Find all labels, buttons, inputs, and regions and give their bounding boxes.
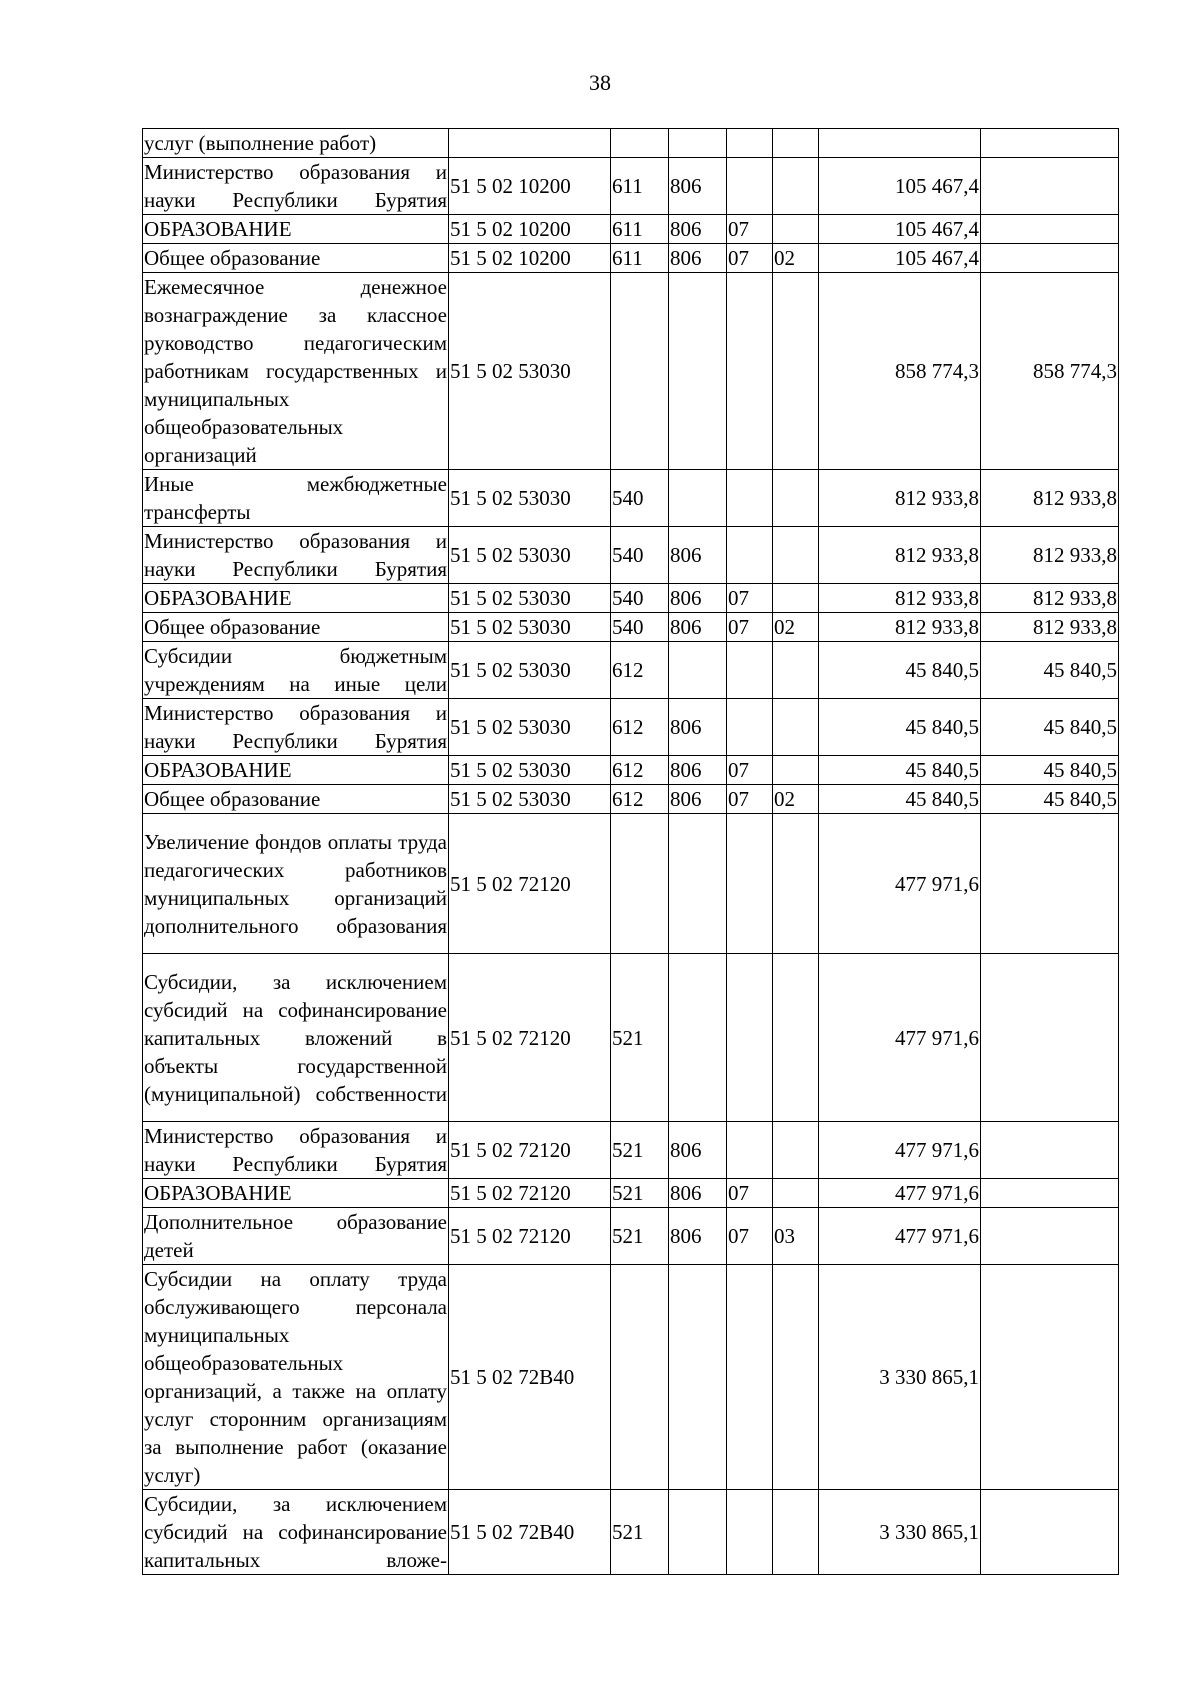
amount-federal-cell [981,1208,1119,1265]
subsection-cell [773,954,819,1122]
amount-federal-cell: 45 840,5 [981,756,1119,785]
subsection-cell: 03 [773,1208,819,1265]
section-cell: 07 [727,1208,773,1265]
amount-federal-cell [981,954,1119,1122]
table-row [143,1265,1119,1490]
section-cell [727,954,773,1122]
amount-federal-cell: 812 933,8 [981,527,1119,584]
amount-federal-cell: 858 774,3 [981,273,1119,470]
target-article-cell: 51 5 02 72В40 [449,1265,611,1490]
grbs-code-cell: 806 [669,158,727,215]
table-row [143,814,1119,954]
row-name-cell: ОБРАЗОВАНИЕ [143,1179,449,1208]
section-cell: 07 [727,584,773,613]
row-name-cell: ОБРАЗОВАНИЕ [143,584,449,613]
amount-cell: 105 467,4 [819,158,981,215]
row-name-cell: Субсидии, за исключением субсидий на софинансирование капитальных вложений в объекты государственной (муниципальной) собственности [143,954,449,1122]
subsection-cell [773,699,819,756]
row-name-cell: Дополнительное образование детей [143,1208,449,1265]
budget-table-body [143,129,1119,1575]
table-row [143,273,1119,470]
grbs-code-cell [669,129,727,158]
section-cell [727,273,773,470]
row-name-cell: Субсидии, за исключением субсидий на софинансирование капитальных вложе- [143,1490,449,1575]
row-name-cell: ОБРАЗОВАНИЕ [143,756,449,785]
grbs-code-cell: 806 [669,699,727,756]
amount-cell: 812 933,8 [819,470,981,527]
amount-cell: 45 840,5 [819,642,981,699]
expense-type-cell: 540 [611,470,669,527]
grbs-code-cell [669,642,727,699]
expense-type-cell: 540 [611,613,669,642]
target-article-cell: 51 5 02 10200 [449,244,611,273]
amount-cell [819,129,981,158]
row-name-cell: Министерство образования и науки Республики Бурятия [143,158,449,215]
subsection-cell [773,158,819,215]
amount-federal-cell [981,1490,1119,1575]
expense-type-cell: 612 [611,699,669,756]
grbs-code-cell: 806 [669,1122,727,1179]
amount-federal-cell: 812 933,8 [981,584,1119,613]
row-name-cell: Министерство образования и науки Республики Бурятия [143,699,449,756]
amount-federal-cell: 45 840,5 [981,699,1119,756]
table-row [143,1179,1119,1208]
subsection-cell [773,756,819,785]
amount-federal-cell [981,814,1119,954]
target-article-cell: 51 5 02 53030 [449,470,611,527]
subsection-cell [773,470,819,527]
page-number: 38 [589,70,611,95]
table-row [143,756,1119,785]
subsection-cell [773,584,819,613]
amount-cell: 812 933,8 [819,613,981,642]
table-row [143,244,1119,273]
target-article-cell: 51 5 02 53030 [449,756,611,785]
section-cell [727,642,773,699]
expense-type-cell [611,129,669,158]
table-row [143,954,1119,1122]
amount-federal-cell [981,158,1119,215]
table-row [143,613,1119,642]
section-cell: 07 [727,215,773,244]
table-row [143,527,1119,584]
expense-type-cell: 521 [611,1490,669,1575]
target-article-cell: 51 5 02 72В40 [449,1490,611,1575]
expense-type-cell: 612 [611,756,669,785]
row-name-cell: Общее образование [143,785,449,814]
table-row [143,158,1119,215]
target-article-cell: 51 5 02 53030 [449,785,611,814]
row-name-cell: Министерство образования и науки Республики Бурятия [143,1122,449,1179]
amount-cell: 3 330 865,1 [819,1490,981,1575]
target-article-cell: 51 5 02 53030 [449,273,611,470]
subsection-cell [773,1122,819,1179]
table-row [143,1208,1119,1265]
target-article-cell: 51 5 02 72120 [449,1122,611,1179]
target-article-cell: 51 5 02 72120 [449,954,611,1122]
grbs-code-cell: 806 [669,527,727,584]
expense-type-cell: 540 [611,527,669,584]
subsection-cell [773,273,819,470]
amount-cell: 477 971,6 [819,954,981,1122]
target-article-cell: 51 5 02 72120 [449,1208,611,1265]
amount-cell: 477 971,6 [819,1208,981,1265]
expense-type-cell [611,273,669,470]
budget-table [142,128,1119,1575]
table-row [143,470,1119,527]
target-article-cell: 51 5 02 72120 [449,814,611,954]
amount-cell: 105 467,4 [819,215,981,244]
row-name-cell: Министерство образования и науки Республики Бурятия [143,527,449,584]
section-cell [727,129,773,158]
section-cell [727,814,773,954]
target-article-cell [449,129,611,158]
target-article-cell: 51 5 02 10200 [449,158,611,215]
subsection-cell [773,215,819,244]
amount-cell: 45 840,5 [819,699,981,756]
table-row [143,1490,1119,1575]
amount-federal-cell [981,1265,1119,1490]
expense-type-cell: 612 [611,642,669,699]
expense-type-cell: 611 [611,215,669,244]
amount-federal-cell [981,129,1119,158]
target-article-cell: 51 5 02 72120 [449,1179,611,1208]
row-name-cell: Общее образование [143,613,449,642]
row-name-cell: Иные межбюджетные трансферты [143,470,449,527]
section-cell [727,527,773,584]
subsection-cell [773,1490,819,1575]
expense-type-cell: 611 [611,158,669,215]
subsection-cell [773,814,819,954]
subsection-cell [773,527,819,584]
grbs-code-cell: 806 [669,1208,727,1265]
amount-federal-cell: 812 933,8 [981,613,1119,642]
subsection-cell [773,1265,819,1490]
expense-type-cell: 612 [611,785,669,814]
section-cell [727,1122,773,1179]
subsection-cell [773,642,819,699]
table-row [143,785,1119,814]
grbs-code-cell: 806 [669,785,727,814]
row-name-cell: Увеличение фондов оплаты труда педагогических работников муниципальных организаций дополнительного образования [143,814,449,954]
table-row [143,215,1119,244]
target-article-cell: 51 5 02 53030 [449,642,611,699]
table-row [143,1122,1119,1179]
amount-cell: 477 971,6 [819,1179,981,1208]
amount-federal-cell [981,244,1119,273]
target-article-cell: 51 5 02 53030 [449,584,611,613]
section-cell [727,1490,773,1575]
amount-cell: 477 971,6 [819,814,981,954]
amount-federal-cell [981,215,1119,244]
target-article-cell: 51 5 02 10200 [449,215,611,244]
row-name-cell: ОБРАЗОВАНИЕ [143,215,449,244]
target-article-cell: 51 5 02 53030 [449,613,611,642]
amount-federal-cell: 45 840,5 [981,642,1119,699]
grbs-code-cell [669,273,727,470]
grbs-code-cell [669,1490,727,1575]
section-cell [727,470,773,527]
expense-type-cell: 521 [611,1208,669,1265]
amount-cell: 812 933,8 [819,527,981,584]
table-row [143,584,1119,613]
expense-type-cell: 521 [611,954,669,1122]
subsection-cell [773,129,819,158]
amount-cell: 477 971,6 [819,1122,981,1179]
grbs-code-cell [669,1265,727,1490]
amount-cell: 45 840,5 [819,756,981,785]
row-name-cell: услуг (выполнение работ) [143,129,449,158]
table-row [143,642,1119,699]
section-cell [727,699,773,756]
section-cell: 07 [727,244,773,273]
grbs-code-cell: 806 [669,215,727,244]
expense-type-cell: 521 [611,1122,669,1179]
expense-type-cell [611,814,669,954]
target-article-cell: 51 5 02 53030 [449,527,611,584]
section-cell: 07 [727,1179,773,1208]
amount-federal-cell [981,1179,1119,1208]
section-cell: 07 [727,785,773,814]
amount-federal-cell [981,1122,1119,1179]
table-row [143,699,1119,756]
grbs-code-cell: 806 [669,1179,727,1208]
grbs-code-cell: 806 [669,584,727,613]
subsection-cell: 02 [773,785,819,814]
row-name-cell: Ежемесячное денежное вознаграждение за классное руководство педагогическим работникам государственных и муниципальных общеобразовательных организаций [143,273,449,470]
amount-cell: 3 330 865,1 [819,1265,981,1490]
expense-type-cell [611,1265,669,1490]
section-cell [727,158,773,215]
grbs-code-cell: 806 [669,756,727,785]
row-name-cell: Общее образование [143,244,449,273]
amount-cell: 812 933,8 [819,584,981,613]
amount-cell: 105 467,4 [819,244,981,273]
expense-type-cell: 540 [611,584,669,613]
amount-cell: 858 774,3 [819,273,981,470]
grbs-code-cell [669,470,727,527]
section-cell [727,1265,773,1490]
expense-type-cell: 611 [611,244,669,273]
grbs-code-cell [669,954,727,1122]
section-cell: 07 [727,613,773,642]
amount-federal-cell: 45 840,5 [981,785,1119,814]
table-row [143,129,1119,158]
subsection-cell: 02 [773,244,819,273]
subsection-cell [773,1179,819,1208]
row-name-cell: Субсидии на оплату труда обслуживающего персонала муниципальных общеобразовательных организаций, а также на оплату услуг сторонним организациям за выполнение работ (оказание услуг) [143,1265,449,1490]
amount-federal-cell: 812 933,8 [981,470,1119,527]
row-name-cell: Субсидии бюджетным учреждениям на иные цели [143,642,449,699]
subsection-cell: 02 [773,613,819,642]
section-cell: 07 [727,756,773,785]
amount-cell: 45 840,5 [819,785,981,814]
target-article-cell: 51 5 02 53030 [449,699,611,756]
grbs-code-cell [669,814,727,954]
grbs-code-cell: 806 [669,244,727,273]
expense-type-cell: 521 [611,1179,669,1208]
grbs-code-cell: 806 [669,613,727,642]
